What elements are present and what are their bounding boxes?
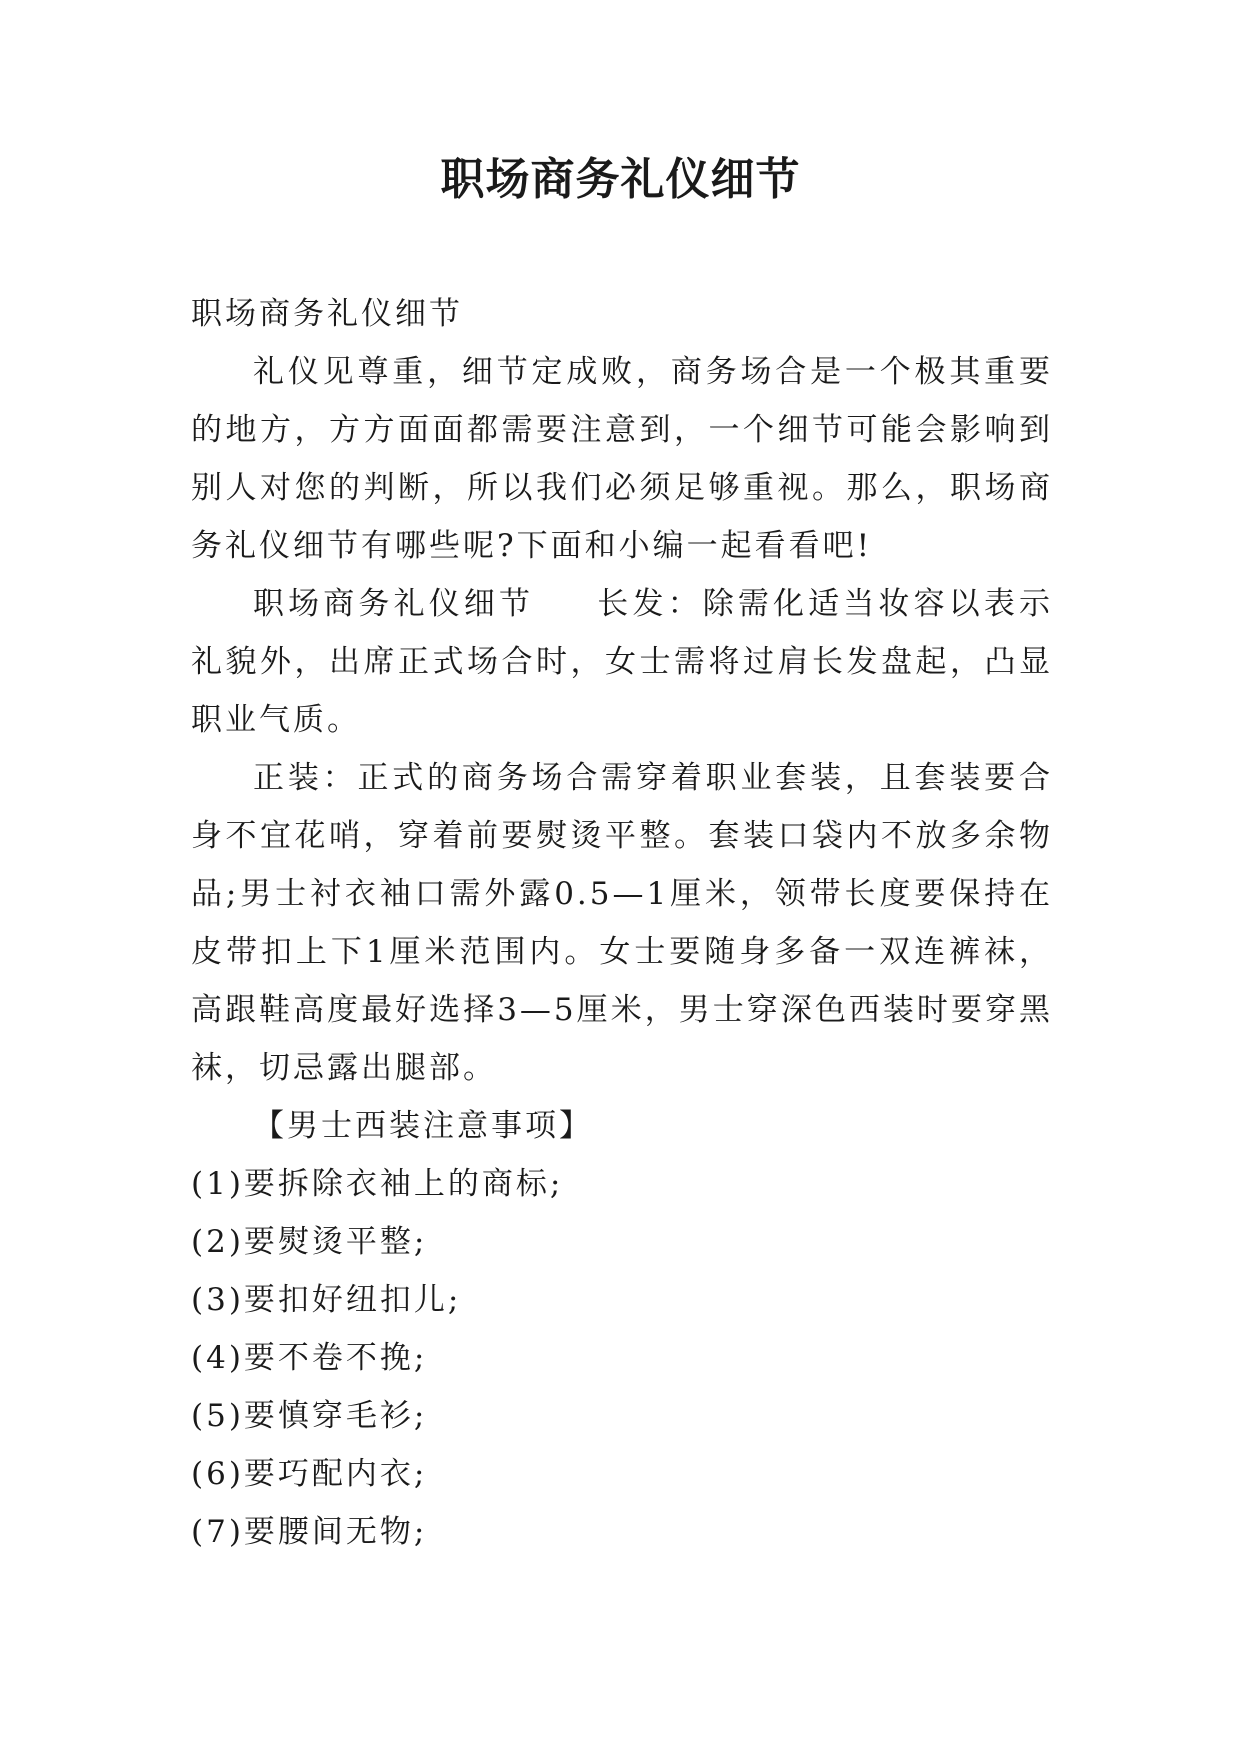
list-item: (3)要扣好纽扣儿; bbox=[191, 1282, 462, 1318]
intro-paragraph: 礼仪见尊重，细节定成败，商务场合是一个极其重要的地方，方方面面都需要注意到，一个细节可能会影响到别人对您的判断，所以我们必须足够重视。那么，职场商务礼仪细节有哪些呢?下面和小编一起看看吧! bbox=[191, 354, 1053, 564]
list-item: (1)要拆除衣袖上的商标; bbox=[191, 1166, 564, 1202]
list-item: (7)要腰间无物; bbox=[191, 1514, 428, 1550]
list-item: (6)要巧配内衣; bbox=[191, 1456, 428, 1492]
list-item: (4)要不卷不挽; bbox=[191, 1340, 428, 1376]
hair-text: 长发：除需化适当妆容以表示礼貌外，出席正式场合时，女士需将过肩长发盘起，凸显职业气质。 bbox=[191, 586, 1054, 738]
document-body bbox=[191, 285, 1053, 1561]
list-item: (2)要熨烫平整; bbox=[191, 1224, 428, 1260]
section-heading: 职场商务礼仪细节 bbox=[253, 586, 535, 622]
formal-wear-paragraph: 正装：正式的商务场合需穿着职业套装，且套装要合身不宜花哨，穿着前要熨烫平整。套装口袋内不放多余物品;男士衬衣袖口需外露0.5—1厘米，领带长度要保持在皮带扣上下1厘米范围内。女士要随身多备一双连裤袜，高跟鞋高度最好选择3—5厘米，男士穿深色西装时要穿黑袜，切忌露出腿部。 bbox=[191, 760, 1053, 1086]
hair-paragraph bbox=[191, 575, 1053, 749]
page-title: 职场商务礼仪细节 bbox=[440, 154, 801, 205]
subtitle-line: 职场商务礼仪细节 bbox=[191, 296, 463, 332]
list-item: (5)要慎穿毛衫; bbox=[191, 1398, 428, 1434]
suit-heading: 【男士西装注意事项】 bbox=[253, 1108, 593, 1144]
